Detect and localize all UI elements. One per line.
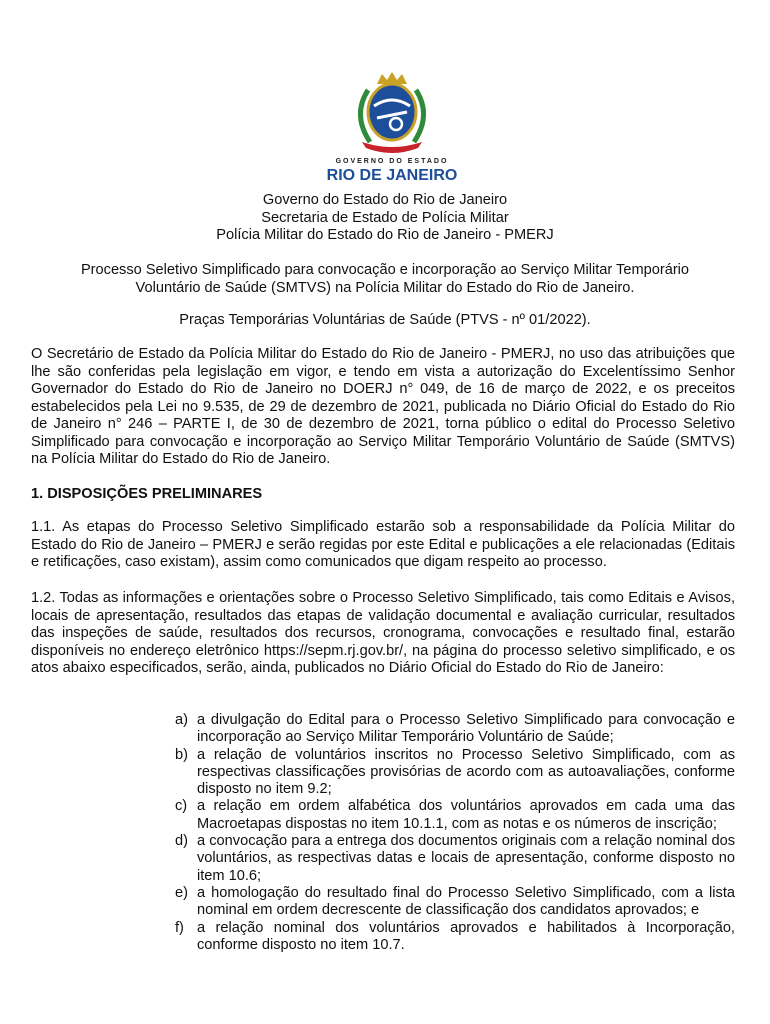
section-1-title: 1. DISPOSIÇÕES PRELIMINARES (31, 486, 263, 502)
list-item: a) a divulgação do Edital para o Processo Seletivo Simplificado para convocação e incorporação ao Serviço Militar Temporário Voluntário de Saúde; (175, 712, 735, 746)
process-title-line1: Processo Seletivo Simplificado para convocação e incorporação ao Serviço Militar Temporário (80, 262, 690, 278)
intro-paragraph (31, 346, 735, 469)
list-item: d) a convocação para a entrega dos documentos originais com a relação nominal dos voluntários, as respectivas datas e locais de apresentação, conforme disposto no item 10.6; (175, 833, 735, 884)
list-item: e) a homologação do resultado final do Processo Seletivo Simplificado, com a lista nominal em ordem decrescente de classificação dos candidatos aprovados; e (175, 884, 735, 919)
header-government: Governo do Estado do Rio de Janeiro (262, 192, 508, 208)
logo-main-text: RIO DE JANEIRO (326, 167, 458, 184)
header-pmerj: Polícia Militar do Estado do Rio de Janeiro - PMERJ (216, 227, 554, 243)
paragraph-1-2 (31, 590, 735, 678)
rio-de-janeiro-state-logo (322, 70, 462, 185)
process-title-line2: Voluntário de Saúde (SMTVS) na Polícia Militar do Estado do Rio de Janeiro. (135, 279, 635, 296)
header-secretariat: Secretaria de Estado de Polícia Militar (261, 209, 509, 226)
paragraph-1-1-text: 1.1. As etapas do Processo Seletivo Simplificado estarão sob a responsabilidade da Polícia Militar do Estado do Rio de Janeiro – PMERJ e serão regidas por este Edital e publicações a ele relacionadas (Editais e retificações, caso existam), assim como comunicados que digam respeito ao processo. (31, 519, 735, 570)
publication-list (175, 712, 735, 954)
paragraph-1-2-text: 1.2. Todas as informações e orientações sobre o Processo Seletivo Simplificado, tais como Editais e Avisos, locais de apresentação, resultados das etapas de validação documental e avaliação curricular, resultados das inspeções de saúde, resultados dos recursos, cronograma, convocações e resultado final, estarão disponíveis no endereço eletrônico https://sepm.rj.gov.br/, na página do processo seletivo simplificado, e os atos abaixo especificados, serão, ainda, publicados no Diário Oficial do Estado do Rio de Janeiro: (31, 590, 735, 676)
intro-text: O Secretário de Estado da Polícia Militar do Estado do Rio de Janeiro - PMERJ, no uso das atribuições que lhe são conferidas pela legislação em vigor, e tendo em vista a autorização do Excelentíssimo Senhor Governador do Estado do Rio de Janeiro no DOERJ n° 049, de 16 de março de 2022, e os preceitos estabelecidos pela Lei no 9.535, de 29 de dezembro de 2021, publicada no Diário Oficial do Estado do Rio de Janeiro n° 246 – PARTE I, de 30 de dezembro de 2021, torna público o edital do Processo Seletivo Simplificado para convocação e incorporação ao Serviço Militar Temporário Voluntário de Saúde (SMTVS) na Polícia Militar do Estado do Rio de Janeiro. (31, 346, 735, 467)
paragraph-1-1 (31, 519, 735, 572)
list-item: f) a relação nominal dos voluntários aprovados e habilitados à Incorporação, conforme disposto no item 10.7. (175, 919, 735, 953)
logo-top-text: GOVERNO DO ESTADO (335, 158, 449, 165)
document-header (30, 192, 740, 245)
ptvs-line (30, 312, 740, 330)
list-item: c) a relação em ordem alfabética dos voluntários aprovados em cada uma das Macroetapas dispostas no item 10.1.1, com as notas e os números de inscrição; (175, 798, 735, 832)
list-item: b) a relação de voluntários inscritos no Processo Seletivo Simplificado, com as respectivas classificações provisórias de acordo com as autoavaliações, conforme disposto no item 9.2; (175, 746, 735, 798)
ptvs-text: Praças Temporárias Voluntárias de Saúde (PTVS - nº 01/2022). (179, 312, 591, 328)
coat-of-arms-icon (322, 70, 462, 185)
process-title (30, 262, 740, 297)
